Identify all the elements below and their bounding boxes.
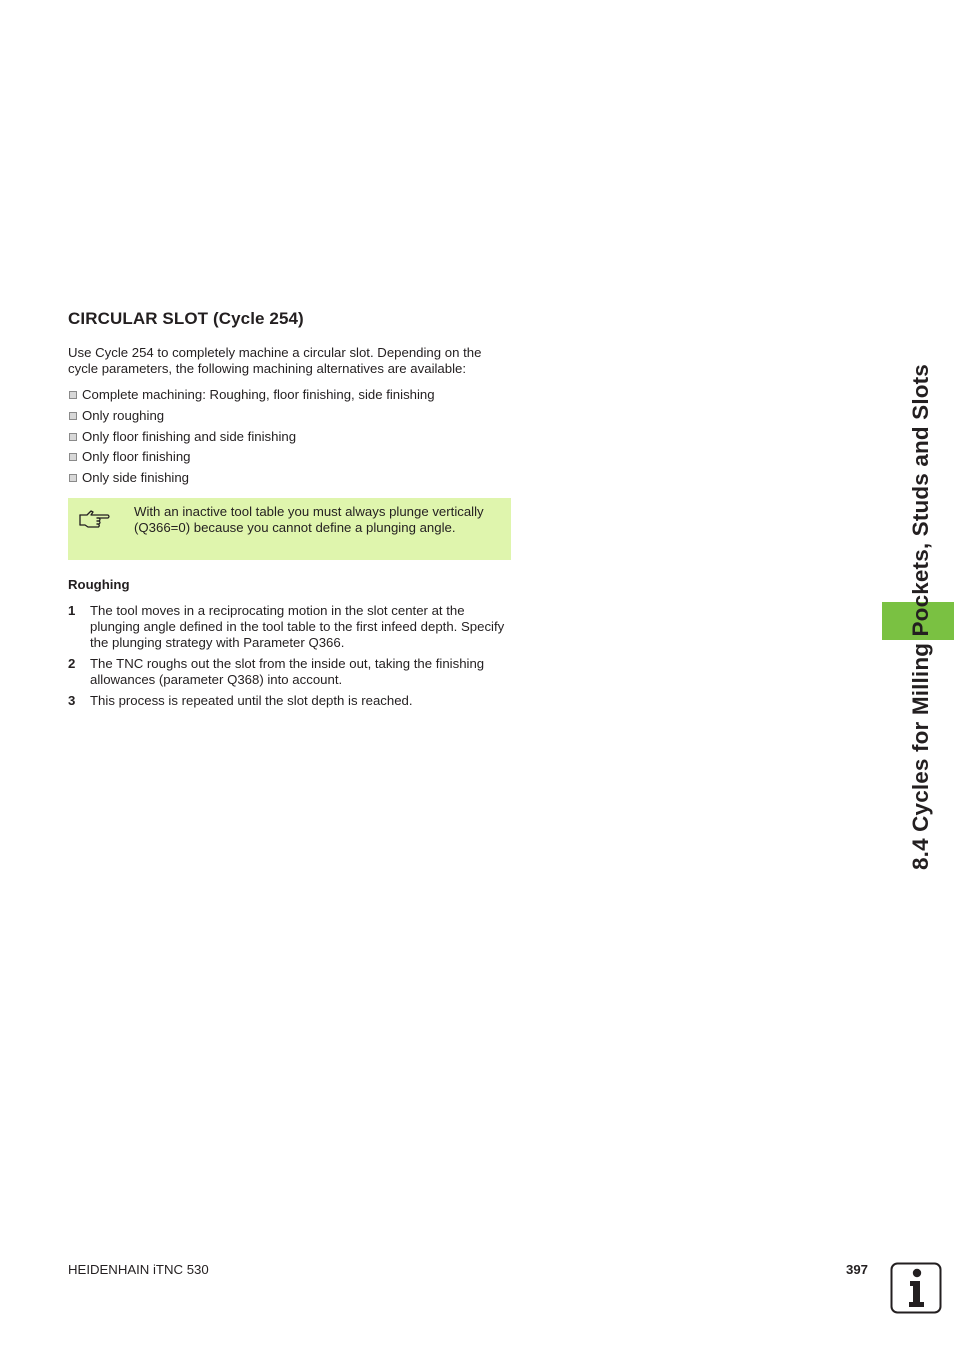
info-icon xyxy=(890,1262,942,1314)
list-item xyxy=(68,387,435,408)
list-item-text: Only floor finishing and side finishing xyxy=(82,428,297,444)
intro-paragraph: Use Cycle 254 to completely machine a circular slot. Depending on the cycle parameters, the following machining alternatives are available: xyxy=(68,345,482,376)
square-bullet-icon xyxy=(69,391,77,399)
list-item xyxy=(68,449,435,470)
alternatives-list xyxy=(68,387,435,491)
list-item xyxy=(68,603,513,651)
step-text: The TNC roughs out the slot from the inside out, taking the finishing allowances (parameter Q368) into account. xyxy=(90,656,485,687)
step-number: 2 xyxy=(68,656,76,671)
step-number: 1 xyxy=(68,603,76,618)
roughing-heading: Roughing xyxy=(68,577,130,592)
list-item-text: Complete machining: Roughing, floor finishing, side finishing xyxy=(82,387,435,402)
note-text: With an inactive tool table you must always plunge vertically (Q366=0) because you cannot define a plunging angle. xyxy=(134,504,484,535)
step-text: The tool moves in a reciprocating motion in the slot center at the plunging angle defined in the tool table to the first infeed depth. Specify the plunging strategy with Parameter Q366. xyxy=(90,603,505,650)
square-bullet-icon xyxy=(69,433,77,441)
list-item xyxy=(68,470,435,491)
step-text: This process is repeated until the slot depth is reached. xyxy=(90,693,413,708)
roughing-steps xyxy=(68,603,513,714)
list-item xyxy=(68,656,513,688)
note-box xyxy=(68,498,511,560)
list-item xyxy=(68,408,435,429)
chapter-title: 8.4 Cycles for Milling Pockets, Studs and Slots xyxy=(908,364,933,870)
pointing-hand-icon xyxy=(79,507,111,531)
list-item-text: Only side finishing xyxy=(82,470,190,486)
section-title: CIRCULAR SLOT (Cycle 254) xyxy=(68,309,304,328)
square-bullet-icon xyxy=(69,453,77,461)
list-item-text: Only roughing xyxy=(82,407,165,423)
list-item xyxy=(68,693,513,709)
list-item xyxy=(68,429,435,450)
square-bullet-icon xyxy=(69,412,77,420)
list-item-text: Only floor finishing xyxy=(82,449,191,465)
step-number: 3 xyxy=(68,693,76,708)
footer-product: HEIDENHAIN iTNC 530 xyxy=(68,1262,209,1277)
square-bullet-icon xyxy=(69,474,77,482)
page-number: 397 xyxy=(846,1262,869,1277)
